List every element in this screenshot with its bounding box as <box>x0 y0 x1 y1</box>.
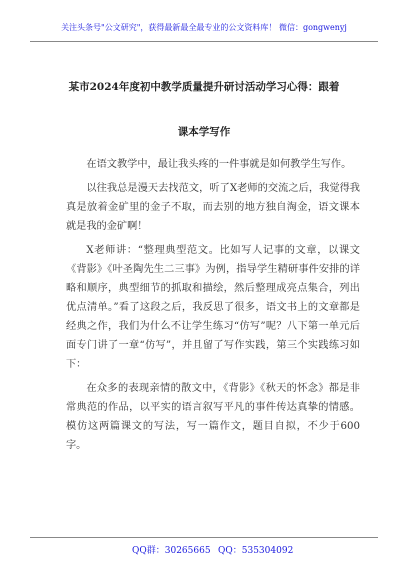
footer-divider <box>30 537 378 538</box>
header-divider <box>30 41 378 42</box>
footer-qq-contact: QQ：535304092 <box>218 546 294 556</box>
body-paragraph: 在语文教学中，最让我头疼的一件事就是如何教学生写作。 <box>86 159 352 170</box>
header-notice: 关注头条号"公文研究"，获得最新最全最专业的公文资料库！ 微信：gongwenyj <box>61 23 347 32</box>
body-paragraph: 在众多的表现亲情的散文中，《背影》《秋天的怀念》都是非常典范的作品，以平实的语言叙写平凡的事件传达真挚的情感。模仿这两篇课文的写法，写一篇作文，题目自拟，不少于600字。 <box>66 383 360 451</box>
document-body <box>66 155 360 460</box>
document-title-line-2: 课本学写作 <box>177 126 231 138</box>
document-title-line-1: 某市2024年度初中教学质量提升研讨活动学习心得：跟着 <box>68 81 340 93</box>
footer-qq-group: QQ群：30265665 <box>132 546 211 556</box>
body-paragraph: 以往我总是漫天去找范文，听了X老师的交流之后，我觉得我真是放着金矿里的金子不取，而去别的地方独自淘金，语文课本就是我的金矿啊！ <box>66 183 360 232</box>
body-paragraph: X老师讲：“整理典型范文。比如写人记事的文章，以课文《背影》《叶圣陶先生二三事》为例，指导学生精研事件安排的详略和顺序，典型细节的抓取和描绘，然后整理成亮点集合，列出优点清单。”看了这段之后，我反思了很多，语文书上的文章都是经典之作，我们为什么不让学生练习“仿写”呢？八下第一单元后面专门讲了一章“仿写”，并且留了写作实践，第三个实践练习如下： <box>66 245 360 370</box>
page-header <box>0 8 408 44</box>
